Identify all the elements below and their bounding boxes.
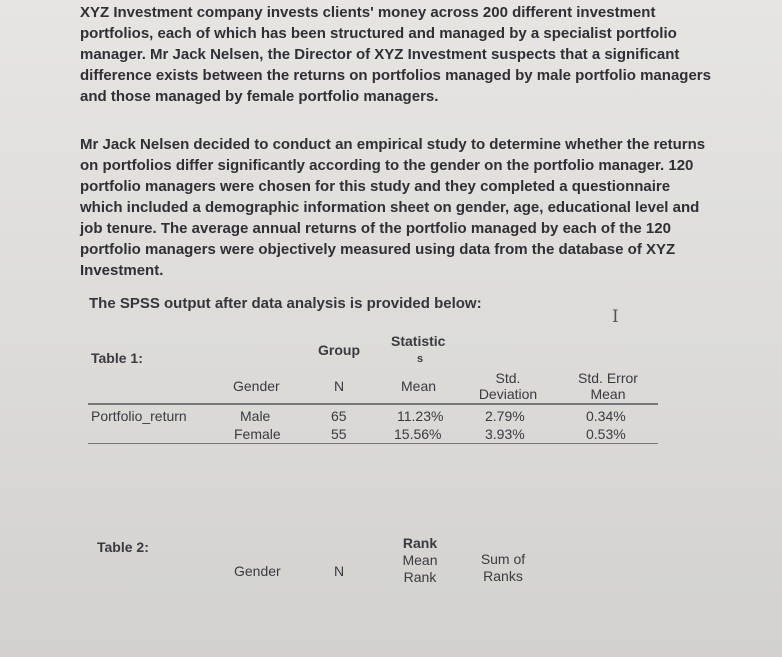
- spss-intro-text: The SPSS output after data analysis is provided below:: [89, 295, 482, 312]
- cell-std-dev: 2.79%: [485, 408, 525, 424]
- cell-gender: Female: [234, 426, 281, 442]
- col-header-gender: Gender: [233, 378, 280, 394]
- cell-mean: 11.23%: [397, 408, 444, 424]
- table2-col-gender: Gender: [234, 563, 281, 579]
- cell-std-err: 0.34%: [586, 408, 626, 424]
- text-line: portfolios, each of which has been structured and managed by a specialist portfolio: [80, 25, 677, 42]
- cell-gender: Male: [240, 408, 271, 424]
- text-line: difference exists between the returns on portfolios managed by male portfolio managers: [80, 67, 711, 84]
- header-line: Sum of: [480, 551, 526, 567]
- cell-std-dev: 3.93%: [485, 426, 525, 442]
- table2-label: Table 2:: [97, 539, 149, 555]
- table1-statistic-header: Statistic: [391, 333, 446, 349]
- header-line: Rank: [402, 535, 438, 551]
- table1-statistic-suffix: s: [417, 353, 424, 365]
- cell-mean: 15.56%: [394, 426, 442, 442]
- text-line: portfolio managers were objectively measured using data from the database of XYZ: [80, 241, 676, 258]
- text-line: job tenure. The average annual returns of the portfolio managed by each of the 120: [80, 220, 671, 237]
- header-line: Std.: [495, 370, 521, 386]
- study-paragraph: [80, 134, 732, 281]
- text-cursor-icon: I: [612, 307, 619, 327]
- cell-std-err: 0.53%: [586, 426, 626, 442]
- text-line: XYZ Investment company invests clients' money across 200 different investment: [80, 4, 656, 21]
- table2-col-mean-rank: [388, 535, 452, 586]
- header-line: Ranks: [483, 568, 523, 584]
- text-line: Investment.: [80, 262, 164, 279]
- header-line: Mean: [590, 386, 626, 402]
- header-line: Rank: [403, 569, 437, 585]
- text-line: manager. Mr Jack Nelsen, the Director of XYZ Investment suspects that a significant: [80, 46, 680, 63]
- header-line: Std. Error: [578, 370, 638, 386]
- col-header-n: N: [334, 378, 345, 394]
- table2-col-n: N: [334, 563, 345, 579]
- text-line: and those managed by female portfolio managers.: [80, 88, 439, 105]
- table1-row-label: Portfolio_return: [91, 408, 187, 424]
- table2-col-sum-ranks: [470, 551, 536, 585]
- text-line: on portfolios differ significantly according to the gender on the portfolio manager. 120: [80, 157, 694, 174]
- text-line: portfolio managers were chosen for this study and they completed a questionnaire: [80, 178, 671, 195]
- col-header-mean: Mean: [401, 378, 437, 394]
- header-line: Mean: [402, 552, 438, 568]
- col-header-std-dev: [468, 370, 548, 402]
- col-header-std-err: [563, 370, 653, 402]
- intro-paragraph: [80, 2, 732, 107]
- header-line: Deviation: [478, 386, 538, 402]
- cell-n: 55: [331, 426, 347, 442]
- text-line: which included a demographic information sheet on gender, age, educational level and: [80, 199, 700, 216]
- table1-label: Table 1:: [91, 350, 143, 366]
- cell-n: 65: [331, 408, 347, 424]
- table1-bottom-rule: [88, 443, 658, 444]
- text-line: Mr Jack Nelsen decided to conduct an empirical study to determine whether the returns: [80, 136, 706, 153]
- table1-header-rule: [88, 403, 658, 405]
- table1-group-header: Group: [318, 342, 360, 358]
